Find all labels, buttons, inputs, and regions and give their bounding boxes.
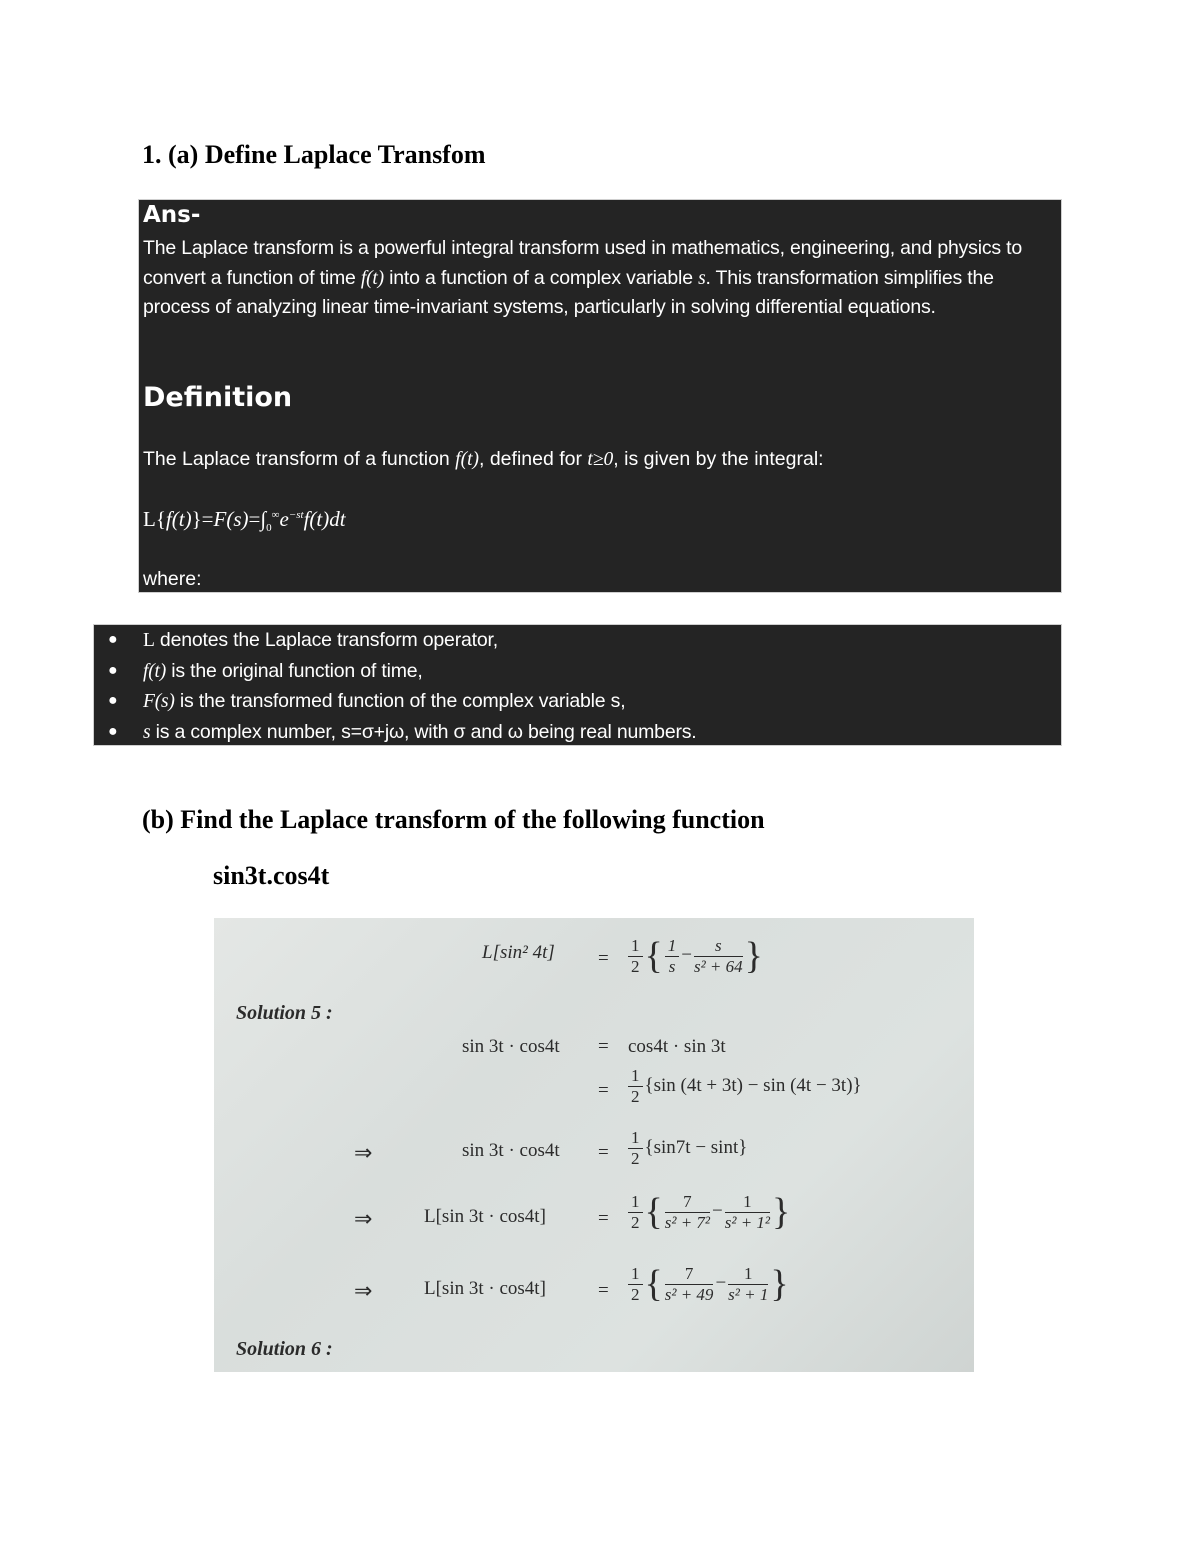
fraction: $\frac{1}{2}$ bbox=[628, 936, 643, 977]
bullet-icon: ● bbox=[108, 661, 118, 679]
formula-upper-limit: ∞ bbox=[271, 509, 280, 521]
answer-text: The Laplace transform is a powerful integral transform used in mathematics, engineering, and physics to convert a function of time bbox=[143, 237, 1023, 289]
fraction: $\frac{1}{2}$ bbox=[628, 1192, 643, 1233]
list-item-text: is the transformed function of the complex variable s, bbox=[174, 690, 626, 712]
solution-5-label: Solution 5 : bbox=[236, 1002, 333, 1024]
eq-lhs: L[sin 3t · cos4t] bbox=[424, 1206, 546, 1227]
formula-mid: }= bbox=[191, 507, 214, 531]
question-1b-title: (b) Find the Laplace transform of the following function bbox=[142, 805, 765, 834]
eq-sign: = bbox=[598, 948, 609, 969]
definition-part: , is given by the integral: bbox=[613, 448, 824, 470]
formula-tail: f(t)dt bbox=[303, 507, 346, 531]
bullet-icon: ● bbox=[108, 722, 118, 740]
definition-heading: Definition bbox=[143, 382, 293, 413]
definition-text bbox=[143, 448, 824, 471]
formula-integral: =∫ bbox=[248, 507, 267, 531]
formula-exp: e bbox=[279, 507, 289, 531]
eq-rhs: $\frac{1}{2}$ { $\frac{7}{\text{s² + 49}}$ − $\frac{1}{\text{s² + 1}}$ } bbox=[626, 1262, 789, 1306]
fraction: $\frac{7}{\text{s² + 7²}}$ bbox=[664, 1191, 711, 1232]
question-1a-title: 1. (a) Define Laplace Transfom bbox=[142, 140, 486, 169]
eq-sign: = bbox=[598, 1080, 609, 1101]
eq-rhs: $\frac{1}{2}$ { $\frac{7}{\text{s² + 7²}}$ − $\frac{1}{\text{s² + 1²}}$ } bbox=[626, 1190, 790, 1234]
definition-part: , defined for bbox=[479, 448, 588, 470]
fraction: $\frac{1}{2}$ bbox=[628, 1264, 643, 1305]
formula-exp-power: −st bbox=[288, 509, 304, 521]
formula-Fs: F(s) bbox=[213, 507, 249, 531]
eq-sign: = bbox=[598, 1280, 609, 1301]
formula-lhs: L{ bbox=[143, 507, 166, 531]
answer-label: Ans- bbox=[143, 202, 201, 228]
answer-text: into a function of a complex variable bbox=[383, 266, 699, 289]
eq-sign: = bbox=[598, 1208, 609, 1229]
eq-lhs: L[sin² 4t] bbox=[482, 942, 555, 963]
fraction: $\frac{1}{2}$ bbox=[628, 1066, 643, 1107]
fraction: $\frac{1}{2}$ bbox=[628, 1128, 643, 1169]
definitions-list-box bbox=[93, 624, 1062, 746]
list-item bbox=[94, 656, 1061, 687]
fraction: $\frac{1}{\text{s² + 1}}$ bbox=[728, 1263, 769, 1304]
solution-photo bbox=[214, 918, 974, 1372]
list-item-symbol: F(s) bbox=[143, 691, 175, 712]
fraction: $\frac{1}{\text{s² + 1²}}$ bbox=[724, 1191, 771, 1232]
definitions-list bbox=[94, 625, 1061, 747]
list-item-symbol: s bbox=[143, 721, 151, 743]
eq-lhs: L[sin 3t · cos4t] bbox=[424, 1278, 546, 1299]
bullet-icon: ● bbox=[108, 631, 118, 648]
photo-line-1 bbox=[482, 942, 555, 964]
answer-text: . This transformation simplifies the process of analyzing linear time-invariant systems, particularly in solving differential equations. bbox=[143, 266, 994, 318]
eq-rhs: $\frac{1}{2}$ {sin7t − sint} bbox=[626, 1128, 747, 1169]
list-item-symbol: L bbox=[143, 630, 155, 651]
photo-line-1-rhs: $\frac{1}{2}$ { $\frac{1}{s}$ − $\frac{s}{\text{s² + 64}}$ } bbox=[626, 934, 763, 978]
eq-lhs: sin 3t · cos4t bbox=[462, 1140, 560, 1161]
list-item-symbol: f(t) bbox=[143, 660, 167, 682]
list-item-text: is the original function of time, bbox=[166, 659, 423, 682]
math-ft: f(t) bbox=[455, 449, 479, 470]
function-label: sin3t.cos4t bbox=[213, 861, 330, 890]
formula-lower-limit: 0 bbox=[266, 522, 272, 535]
math-ft: f(t) bbox=[360, 267, 384, 289]
list-item bbox=[94, 625, 1061, 656]
eq-rhs: cos4t · sin 3t bbox=[628, 1036, 726, 1057]
list-item-text: is a complex number, s=σ+jω, with σ and ω being real numbers. bbox=[150, 720, 697, 743]
list-item bbox=[94, 717, 1061, 748]
list-item-text: denotes the Laplace transform operator, bbox=[154, 629, 498, 651]
formula-ft: f(t) bbox=[165, 507, 192, 531]
fraction: $\frac{7}{\text{s² + 49}}$ bbox=[664, 1263, 714, 1304]
eq-lhs: sin 3t · cos4t bbox=[462, 1036, 560, 1057]
where-label: where: bbox=[143, 568, 202, 590]
eq-sign: = bbox=[598, 1036, 609, 1057]
answer-box bbox=[138, 199, 1062, 593]
eq-rhs: $\frac{1}{2}$ {sin (4t + 3t) − sin (4t − 3t)} bbox=[626, 1066, 862, 1107]
fraction: $\frac{s}{\text{s² + 64}}$ bbox=[693, 935, 743, 976]
math-s: s bbox=[698, 267, 706, 289]
math-condition: t≥0 bbox=[587, 449, 614, 470]
fraction: $\frac{1}{s}$ bbox=[665, 936, 680, 977]
implies-arrow-icon: ⇒ bbox=[354, 1206, 373, 1231]
bullet-icon: ● bbox=[108, 692, 118, 709]
implies-arrow-icon: ⇒ bbox=[354, 1278, 373, 1303]
answer-paragraph bbox=[143, 234, 1043, 323]
laplace-formula bbox=[143, 507, 346, 534]
implies-arrow-icon: ⇒ bbox=[354, 1140, 373, 1165]
definition-part: The Laplace transform of a function bbox=[143, 448, 456, 470]
list-item bbox=[94, 686, 1061, 717]
eq-sign: = bbox=[598, 1142, 609, 1163]
solution-6-label: Solution 6 : bbox=[236, 1338, 333, 1360]
